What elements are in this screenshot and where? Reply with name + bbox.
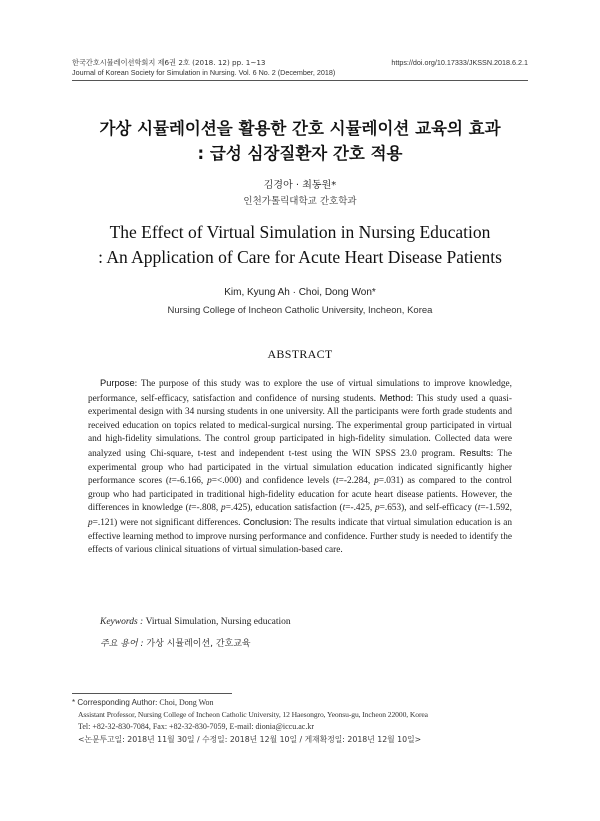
affiliation-english: Nursing College of Incheon Catholic University, Incheon, Korea <box>167 305 433 316</box>
keywords-separator: : <box>137 617 146 627</box>
affiliation-korean: 인천가톨릭대학교 간호학과 <box>243 196 357 207</box>
keywords-ko-label: 주요 용어 <box>100 639 138 649</box>
results-text: =-2.284, <box>338 476 375 487</box>
title-en-line2: : An Application of Care for Acute Heart Disease Patients <box>98 247 502 267</box>
stat-t: t <box>336 476 339 487</box>
stat-p: p <box>374 476 379 487</box>
title-ko-line1: 가상 시뮬레이션을 활용한 간호 시뮬레이션 교육의 효과 <box>99 119 501 138</box>
results-text: =.653), and self-efficacy ( <box>379 503 478 514</box>
keywords-value: Virtual Simulation, Nursing education <box>145 617 291 627</box>
keywords-korean <box>100 636 251 649</box>
results-text: =.425), education satisfaction ( <box>225 503 343 514</box>
conclusion-label: Conclusion <box>243 516 290 527</box>
conclusion-text: : The results indicate that virtual simulation education is an effective learning method to improve nursing performance and confidence. Further study is needed to identify the effects of various clinical situations of virtual simulation-based care. <box>88 517 512 556</box>
stat-p: p <box>207 476 212 487</box>
stat-t: t <box>342 503 346 514</box>
results-text: =-6.166, <box>171 476 208 487</box>
stat-t: t <box>169 476 172 487</box>
method-label: Method <box>379 392 411 403</box>
stat-p: p <box>374 503 380 514</box>
authors-english: Kim, Kyung Ah · Choi, Dong Won* <box>224 287 376 298</box>
results-text: =-.425, <box>345 503 375 514</box>
stat-p: p <box>88 517 93 528</box>
author-contact: Tel: +82-32-830-7084, Fax: +82-32-830-7059, E-mail: dionia@iccu.ac.kr <box>78 722 314 732</box>
stat-t: t <box>188 503 192 514</box>
results-label: Results <box>459 447 491 458</box>
abstract-heading: ABSTRACT <box>267 347 333 361</box>
purpose-text: : The purpose of this study was to explore the use of virtual simulations to improve knowledge, performance, self-efficacy, satisfaction and confidence of nursing students. <box>88 379 512 404</box>
keywords-label: Keywords <box>100 617 138 627</box>
keywords-ko-value: 가상 시뮬레이션, 간호교육 <box>146 639 251 649</box>
title-en-line1: The Effect of Virtual Simulation in Nursing Education <box>109 222 491 242</box>
results-text: =-1.592, <box>480 503 512 514</box>
results-text: : The experimental group who had participated in the virtual simulation education indicated significantly higher performance scores ( <box>88 448 512 487</box>
results-text: =.121) were not significant differences. <box>92 517 244 528</box>
corresponding-label: * Corresponding Author <box>72 698 156 707</box>
stat-t: t <box>477 503 481 514</box>
doi-link[interactable]: https://doi.org/10.17333/JKSSN.2018.6.2.1 <box>391 58 528 67</box>
abstract-body <box>88 377 512 558</box>
purpose-label: Purpose <box>100 378 135 388</box>
abstract-paragraph <box>88 377 512 558</box>
results-text: =-.808, <box>191 503 222 514</box>
footnote <box>72 697 540 746</box>
method-text: : This study used a quasi-experimental design with 34 nursing students in one university. All the participants were forth grade students and received education on topics related to medical-surgical nursing. The experimental group participated in virtual and high-fidelity simulations. The control group participated in high-fidelity simulation. Collected data were analyzed using Chi-square, t-test and independent t-test using the WIN SPSS 23.0 program. <box>88 393 512 459</box>
author-position: Assistant Professor, Nursing College of Incheon Catholic University, 12 Haesongro, Yeonsu-gu, Incheon 22000, Korea <box>78 710 428 720</box>
submission-dates: <논문투고일: 2018년 11월 30일 / 수정일: 2018년 12월 10일 / 게재확정일: 2018년 12월 10일> <box>78 734 422 744</box>
authors-korean: 김경아 · 최동원* <box>263 180 337 191</box>
keywords-english <box>100 617 291 627</box>
title-english <box>60 220 540 270</box>
journal-ko-citation: 한국간호시뮬레이션학회지 제6권 2호 (2018. 12) pp. 1~13 <box>72 58 266 67</box>
journal-en-citation: Journal of Korean Society for Simulation in Nursing. Vol. 6 No. 2 (December, 2018) <box>72 68 336 77</box>
keywords-ko-separator: : <box>137 639 147 649</box>
title-korean <box>60 116 540 166</box>
header-divider <box>72 80 528 81</box>
results-text: =<.000) and confidence levels ( <box>211 476 337 487</box>
footnote-divider <box>72 693 232 694</box>
results-text: =.031) as compared to the control group who had participated in traditional high-fidelity education for acute heart disease patients. However, the differences in knowledge ( <box>88 476 512 514</box>
stat-p: p <box>221 503 226 514</box>
corresponding-name: : Choi, Dong Won <box>155 698 214 707</box>
corresponding-author-line <box>72 697 540 709</box>
title-ko-line2: : 급성 심장질환자 간호 적용 <box>197 144 403 163</box>
running-header <box>72 58 528 78</box>
